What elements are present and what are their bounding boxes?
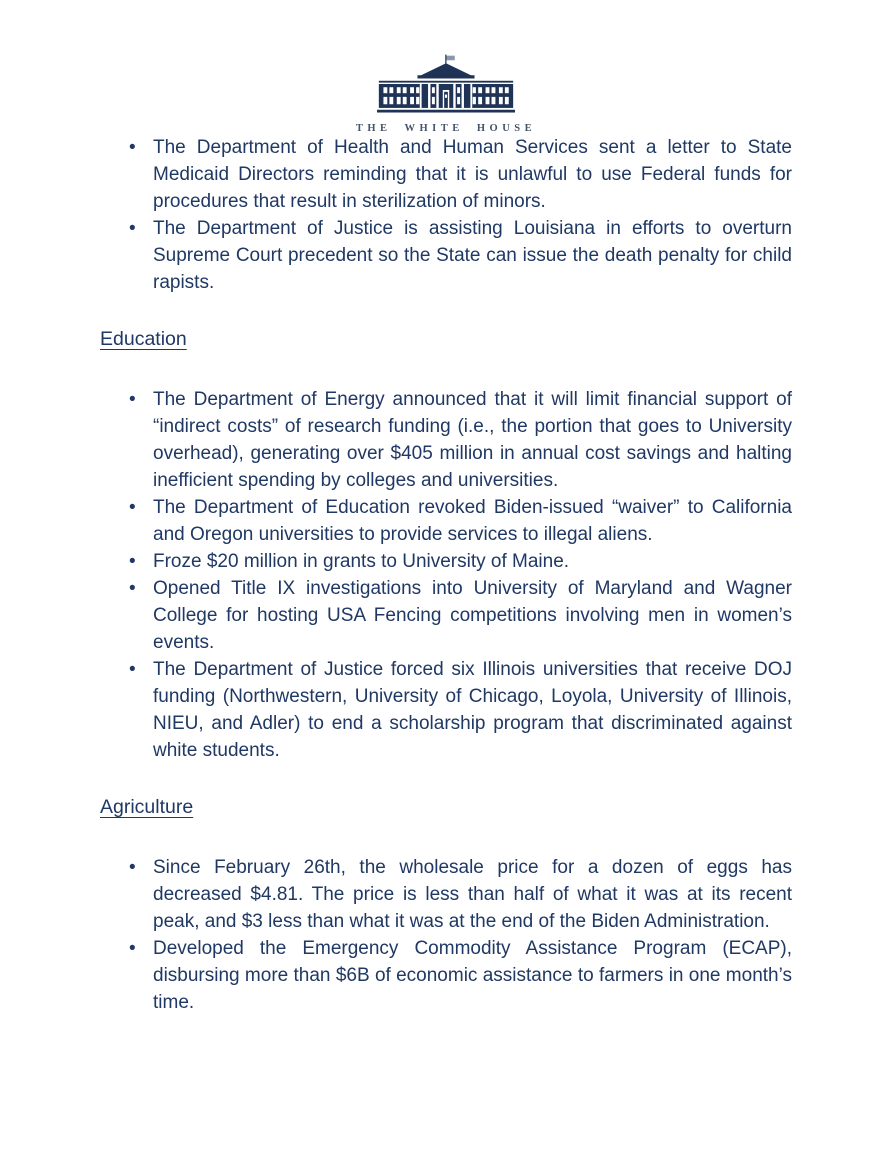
logo-wordmark: THE WHITE HOUSE bbox=[355, 123, 537, 134]
bullet-item: • The Department of Health and Human Services sent a letter to State Medicaid Directors reminding that it is unlawful to use Federal funds for procedures that result in sterilization of minors. bbox=[153, 134, 792, 215]
bullet-item: • The Department of Education revoked Biden-issued “waiver” to California and Oregon universities to provide services to illegal aliens. bbox=[153, 494, 792, 548]
agriculture-bullet-list bbox=[100, 854, 792, 1016]
bullet-item: • The Department of Energy announced that it will limit financial support of “indirect costs” of research funding (i.e., the portion that goes to University overhead), generating over $405 million in annual cost savings and halting inefficient spending by colleges and universities. bbox=[153, 386, 792, 494]
education-bullet-list bbox=[100, 386, 792, 764]
bullet-item: • The Department of Justice is assisting Louisiana in efforts to overturn Supreme Court precedent so the State can issue the death penalty for child rapists. bbox=[153, 215, 792, 296]
white-house-icon bbox=[377, 54, 515, 114]
bullet-item: • The Department of Justice forced six Illinois universities that receive DOJ funding (Northwestern, University of Chicago, Loyola, University of Illinois, NIEU, and Adler) to end a scholarship program that discriminated against white students. bbox=[153, 656, 792, 764]
white-house-logo bbox=[100, 0, 792, 134]
bullet-item: • Developed the Emergency Commodity Assistance Program (ECAP), disbursing more than $6B of economic assistance to farmers in one month’s time. bbox=[153, 935, 792, 1016]
section-heading-agriculture: Agriculture bbox=[100, 796, 194, 818]
section-heading-education: Education bbox=[100, 328, 187, 350]
bullet-item: • Opened Title IX investigations into University of Maryland and Wagner College for hosting USA Fencing competitions involving men in women’s events. bbox=[153, 575, 792, 656]
intro-bullet-list bbox=[100, 134, 792, 296]
bullet-item: • Froze $20 million in grants to University of Maine. bbox=[153, 548, 792, 575]
bullet-item: • Since February 26th, the wholesale price for a dozen of eggs has decreased $4.81. The price is less than half of what it was at its recent peak, and $3 less than what it was at the end of the Biden Administration. bbox=[153, 854, 792, 935]
